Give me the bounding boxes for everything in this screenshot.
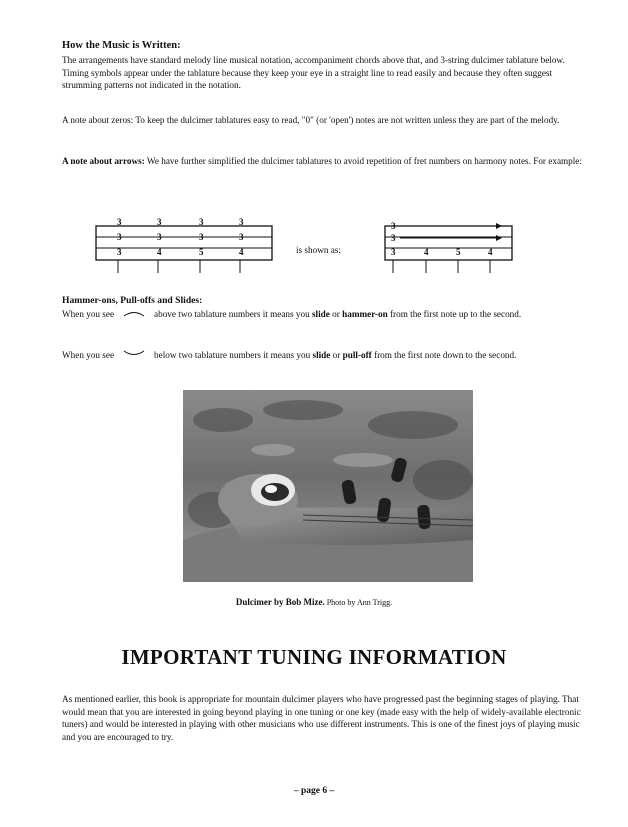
slide-down-paragraph: [62, 349, 590, 362]
section-heading-hammer-ons: Hammer-ons, Pull-offs and Slides:: [62, 295, 203, 306]
tab-number: 3: [157, 217, 162, 227]
arc-under-icon: [114, 349, 154, 362]
tab-number: 3: [391, 233, 396, 243]
tab-number: 3: [199, 232, 204, 242]
tab-number: 3: [157, 232, 162, 242]
zeros-body: To keep the dulcimer tablatures easy to read, "0" (or 'open') notes are not written unless they are part of the melody.: [133, 115, 560, 125]
tab-number: 3: [199, 217, 204, 227]
timing-stems: [118, 260, 240, 273]
caption-credit: Photo by Ann Trigg.: [324, 598, 393, 607]
bold-term: pull-off: [342, 350, 372, 360]
tab-number: 3: [391, 247, 396, 257]
section-heading-how-written: How the Music is Written:: [62, 40, 181, 51]
text-fragment: from the first note up to the second.: [387, 309, 522, 319]
tab-number: 3: [239, 232, 244, 242]
how-written-paragraph: The arrangements have standard melody line musical notation, accompaniment chords above that, and 3-string dulcimer tablature below. Timing symbols appear under the tablature because they keep your eye in a straight line to read easily and because they often suggest strumming patterns not indicated in the notation.: [62, 55, 565, 91]
slide-up-paragraph: [62, 308, 590, 321]
tab-example-full: [95, 213, 275, 280]
dulcimer-photo: [183, 390, 473, 582]
tab-number: 3: [239, 217, 244, 227]
tab-number: 4: [424, 247, 429, 257]
zeros-lead: A note about zeros:: [62, 115, 134, 125]
bold-term: slide: [312, 350, 331, 360]
bold-term: slide: [311, 309, 330, 319]
tab-number: 4: [488, 247, 493, 257]
text-fragment: from the first note down to the second.: [371, 350, 517, 360]
shown-as-label: is shown as:: [296, 245, 341, 255]
photo-caption: [0, 597, 628, 607]
arrow-middle: [400, 235, 502, 241]
arrow-top: [400, 223, 502, 229]
arc-over-icon: [114, 308, 154, 321]
text-fragment: When you see: [62, 350, 115, 360]
text-fragment: or: [329, 309, 343, 319]
text-fragment: above two tablature numbers it means you: [154, 309, 312, 319]
text-fragment: below two tablature numbers it means you: [154, 350, 313, 360]
arrows-body: We have further simplified the dulcimer tablatures to avoid repetition of fret numbers on harmony notes. For example:: [144, 156, 582, 166]
tab-number: 5: [456, 247, 461, 257]
arrows-paragraph: [62, 155, 590, 168]
tuning-paragraph: As mentioned earlier, this book is appropriate for mountain dulcimer players who have progressed past the beginning stages of playing. That would mean that you are interested in going beyond playing in one tuning or one key (made easy with the help of widely-available electronic tuners) and would be interested in playing with other musicians who use different instruments. This is one of the finest joys of playing music and you are encouraged to try.: [62, 694, 581, 742]
text-fragment: or: [330, 350, 343, 360]
bold-term: hammer-on: [342, 309, 388, 319]
tab-number: 3: [117, 247, 122, 257]
caption-bold: Dulcimer by Bob Mize.: [235, 597, 325, 607]
page-number: – page 6 –: [293, 786, 335, 796]
tab-example-arrows: [384, 213, 514, 280]
tab-number: 3: [117, 232, 122, 242]
tab-number: 4: [239, 247, 244, 257]
arrows-lead: A note about arrows:: [62, 156, 145, 166]
tuning-title: IMPORTANT TUNING INFORMATION: [121, 645, 507, 669]
tab-number: 3: [117, 217, 122, 227]
tab-number: 5: [199, 247, 204, 257]
zeros-paragraph: [62, 114, 590, 127]
tab-number: 4: [157, 247, 162, 257]
timing-stems: [393, 260, 490, 273]
text-fragment: When you see: [62, 309, 115, 319]
tab-number: 3: [391, 221, 396, 231]
